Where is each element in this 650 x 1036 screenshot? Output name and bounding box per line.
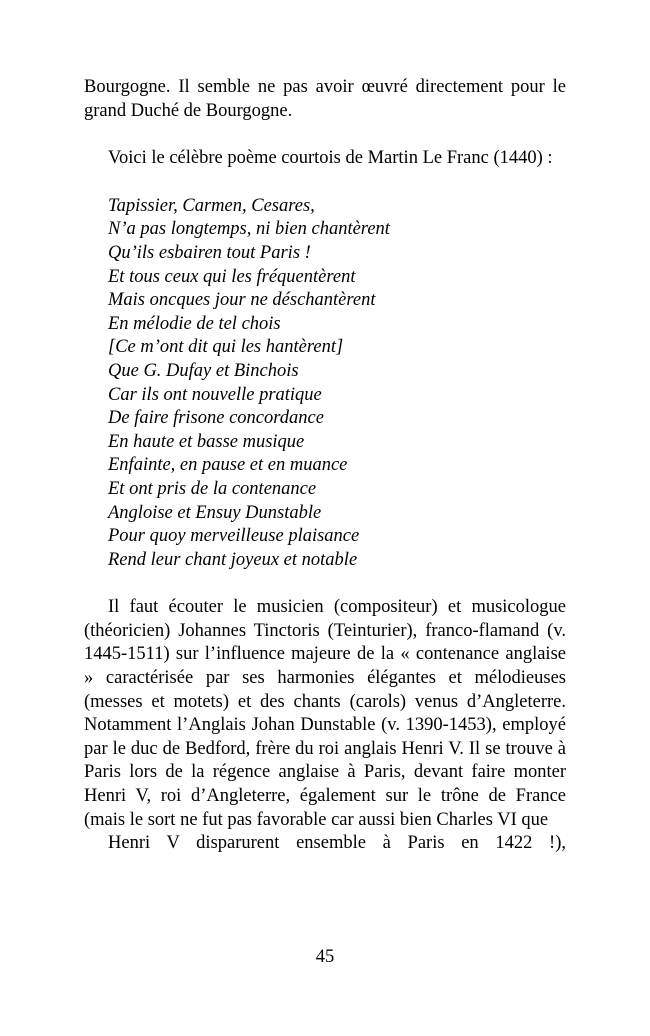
poem-line: N’a pas longtemps, ni bien chantèrent [108,219,390,240]
poem-line: Que G. Dufay et Binchois [108,360,299,381]
poem-line: De faire frisone concordance [108,408,324,429]
poem-line: Car ils ont nouvelle pratique [108,384,322,405]
paragraph-poem-intro: Voici le célèbre poème courtois de Martin Le Franc (1440) : [108,148,553,169]
paragraph-spacer [84,171,566,195]
paragraph-tinctoris [84,596,566,856]
paragraph-tinctoris-last-line: Henri V disparurent ensemble à Paris en 1422 !), [108,833,566,854]
poem-line: Tapissier, Carmen, Cesares, [108,195,315,216]
poem-line: En haute et basse musique [108,431,305,452]
poem-line: Et ont pris de la contenance [108,478,317,499]
poem-line: Mais oncques jour ne déschantèrent [108,290,376,311]
paragraph-bourgogne: Bourgogne. Il semble ne pas avoir œuvré directement pour le grand Duché de Bourgogne. [84,77,566,121]
page-number: 45 [315,947,335,967]
poem-line: Pour quoy merveilleuse plaisance [108,526,360,547]
paragraph-spacer [84,572,566,596]
poem-line: Qu’ils esbairen tout Paris ! [108,242,311,263]
poem-line: [Ce m’ont dit qui les hantèrent] [108,337,344,358]
poem-line: Rend leur chant joyeux et notable [108,549,358,570]
poem-line: Et tous ceux qui les fréquentèrent [108,266,356,287]
poem-block [84,195,566,573]
paragraph-tinctoris-text: Il faut écouter le musicien (compositeur) et musicologue (théoricien) Johannes Tinctoris (Teinturier), franco-flamand (v. 1445-1511) sur l’influence majeure de la « contenance anglaise » caractérisée par ses harmonies élégantes et mélodieuses (messes et motets) et des chants (carols) venus d’Angleterre. Notamment l’Anglais Johan Dunstable (v. 1390-1453), employé par le duc de Bedford, frère du roi anglais Henri V. Il se trouve à Paris lors de la régence anglaise à Paris, devant faire monter Henri V, roi d’Angleterre, également sur le trône de France (mais le sort ne fut pas favorable car aussi bien Charles VI que [84,597,566,830]
poem-line: En mélodie de tel chois [108,313,281,334]
poem-line: Angloise et Ensuy Dunstable [108,502,322,523]
page-body [84,76,566,856]
poem-line: Enfainte, en pause et en muance [108,455,348,476]
paragraph-spacer [84,123,566,147]
